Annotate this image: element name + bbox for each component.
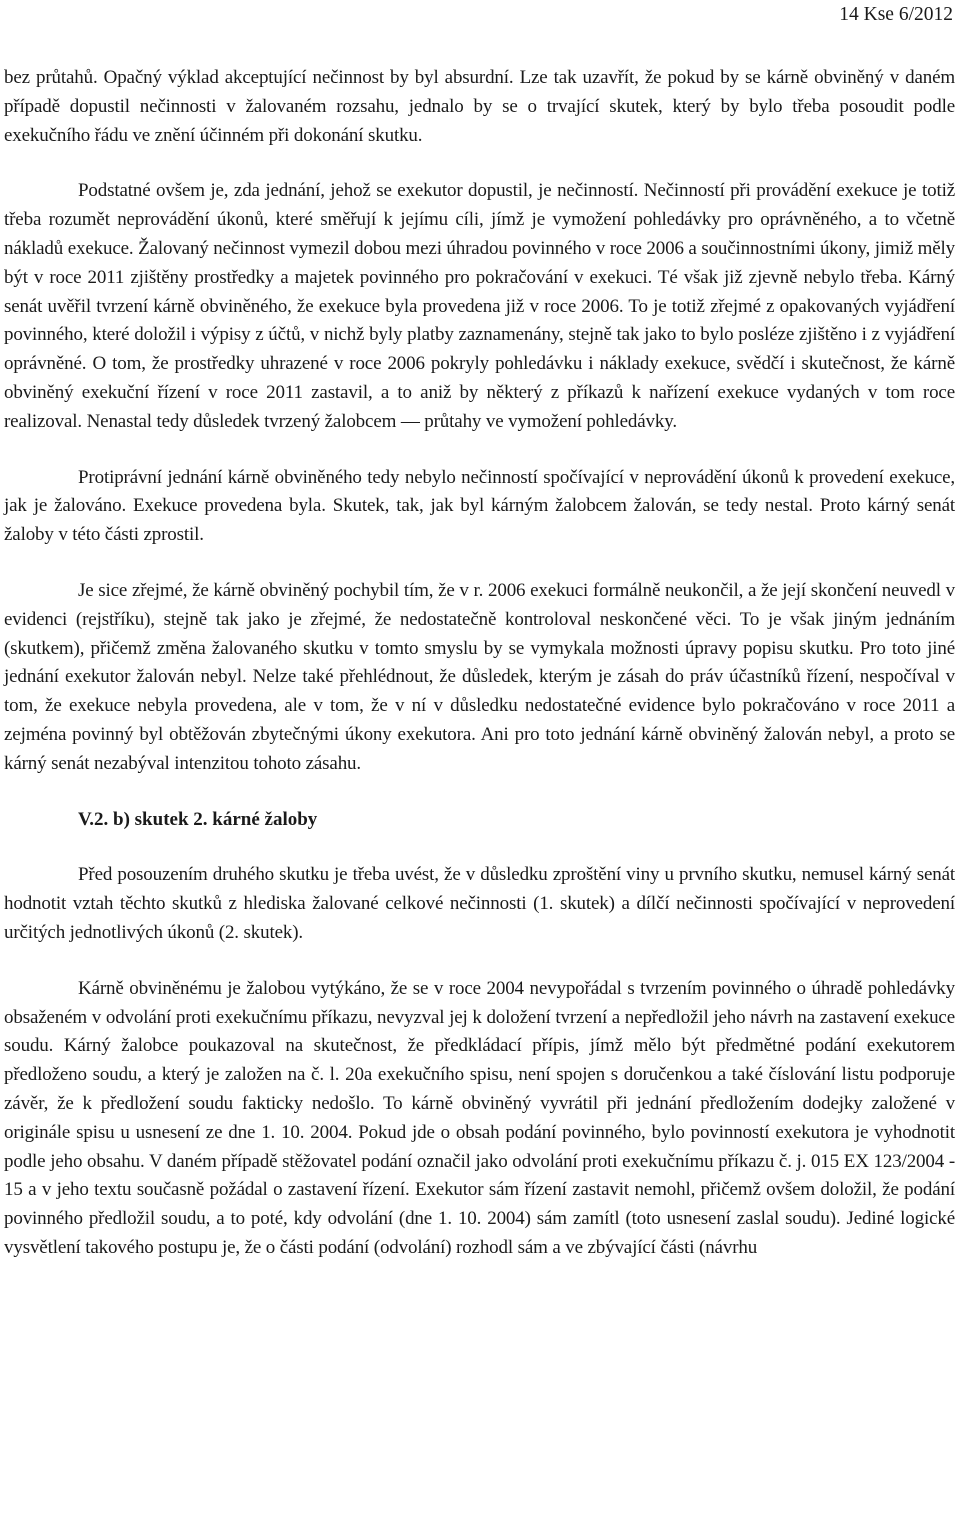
page-reference: 14 Kse 6/2012 [839,4,953,25]
paragraph-second-act-intro: Před posouzením druhého skutku je třeba uvést, že v důsledku zproštění viny u prvního skutku, nemusel kárný senát hodnotit vztah těchto skutků z hlediska žalované celkové nečinnosti (1. skutek) a dílčí nečinnosti spočívající v neprovedení určitých jednotlivých úkonů (2. skutek). [4,864,955,943]
paragraph-second-act-details: Kárně obviněnému je žalobou vytýkáno, že se v roce 2004 nevypořádal s tvrzením povinného o úhradě pohledávky obsaženém v odvolání proti exekučnímu příkazu, nevyzval jej k doložení tvrzení a nepředložil jeho návrh na zastavení exekuce soudu. Kárný žalobce poukazoval na skutečnost, že předkládací přípis, jímž mělo být předmětné podání exekutorem předloženo soudu, a který je založen na č. l. 20a exekučního spisu, není spojen s doručenkou a také číslování listu podporuje závěr, že k předložení soudu fakticky nedošlo. To kárně obviněný vyvrátil při jednání předložením dodejky založené v originále spisu u usnesení ze dne 1. 10. 2004. Pokud jde o obsah podání povinného, bylo povinností exekutora je vyhodnotit podle jeho obsahu. V daném případě stěžovatel podání označil jako odvolání proti exekučnímu příkazu č. j. 015 EX 123/2004 - 15 a v jeho textu současně požádal o zastavení řízení. Exekutor sám řízení zastavit nemohl, přičemž ovšem doložil, že podání povinného předložil soudu, a to poté, kdy odvolání (dne 1. 10. 2004) sám zamítl (toto usnesení zaslal soudu). Jediné logické vysvětlení takového postupu je, že o části podání (odvolání) rozhodl sám a ve zbývající části (návrhu [4,977,955,1258]
section-heading: V.2. b) skutek 2. kárné žaloby [78,808,318,830]
document-body [4,64,955,1263]
paragraph-inaction-definition: Podstatné ovšem je, zda jednání, jehož se exekutor dopustil, je nečinností. Nečinností při provádění exekuce je totiž třeba rozumět neprovádění úkonů, které směřují k jejímu cíli, jímž je vymožení pohledávky pro oprávněného, a to včetně nákladů exekuce. Žalovaný nečinnost vymezil dobou mezi úhradou povinného v roce 2006 a součinnostními úkony, jimiž měly být v roce 2011 zjištěny prostředky a majetek povinného pro pokračování v exekuci. Té však již zjevně nebylo třeba. Kárný senát uvěřil tvrzení kárně obviněného, že exekuce byla provedena již v roce 2006. To je totiž zřejmé z opakovaných vyjádření povinného, které doložil i výpisy z účtů, v nichž byly platby zaznamenány, stejně tak jako to bylo posléze zjištěno i z vyjádření oprávněné. O tom, že prostředky uhrazené v roce 2006 pokryly pohledávku i náklady exekuce, svědčí i skutečnost, že kárně obviněný exekuční řízení v roce 2011 zastavil, a to aniž by některý z příkazů k nařízení exekuce vydaných v tom roce realizoval. Nenastal tedy důsledek tvrzený žalobcem — průtahy ve vymožení pohledávky. [4,180,955,432]
paragraph-other-conduct: Je sice zřejmé, že kárně obviněný pochybil tím, že v r. 2006 exekuci formálně neukončil, a že její skončení neuvedl v evidenci (rejstříku), stejně tak jako je zřejmé, že nedostatečně kontroloval neskončené věci. To je však jiným jednáním (skutkem), přičemž změna žalovaného skutku v tomto smyslu by se vymykala možnosti úpravy popisu skutku. Pro toto jiné jednání exekutor žalován nebyl. Nelze také přehlédnout, že důsledek, kterým je zásah do práv účastníků řízení, nespočíval v tom, že exekuce nebyla provedena, ale v tom, že v ní v důsledku nedostatečné evidence bylo pokračováno v roce 2011 a zejména povinný byl obtěžován zbytečnými úkony exekutora. Ani pro toto jednání kárně obviněný žalován nebyl, a proto se kárný senát nezabýval intenzitou tohoto zásahu. [4,579,955,774]
paragraph-acquittal: Protiprávní jednání kárně obviněného tedy nebylo nečinností spočívající v neprovádění úkonů k provedení exekuce, jak je žalováno. Exekuce provedena byla. Skutek, tak, jak byl kárným žalobcem žalován, se tedy nestal. Proto kárný senát žaloby v této části zprostil. [4,466,955,546]
paragraph-continuation: bez průtahů. Opačný výklad akceptující nečinnost by byl absurdní. Lze tak uzavřít, že pokud by se kárně obviněný v daném případě dopustil nečinnosti v žalovaném rozsahu, jednalo by se o trvající skutek, který by bylo třeba posoudit podle exekučního řádu ve znění účinném při dokonání skutku. [4,67,955,146]
